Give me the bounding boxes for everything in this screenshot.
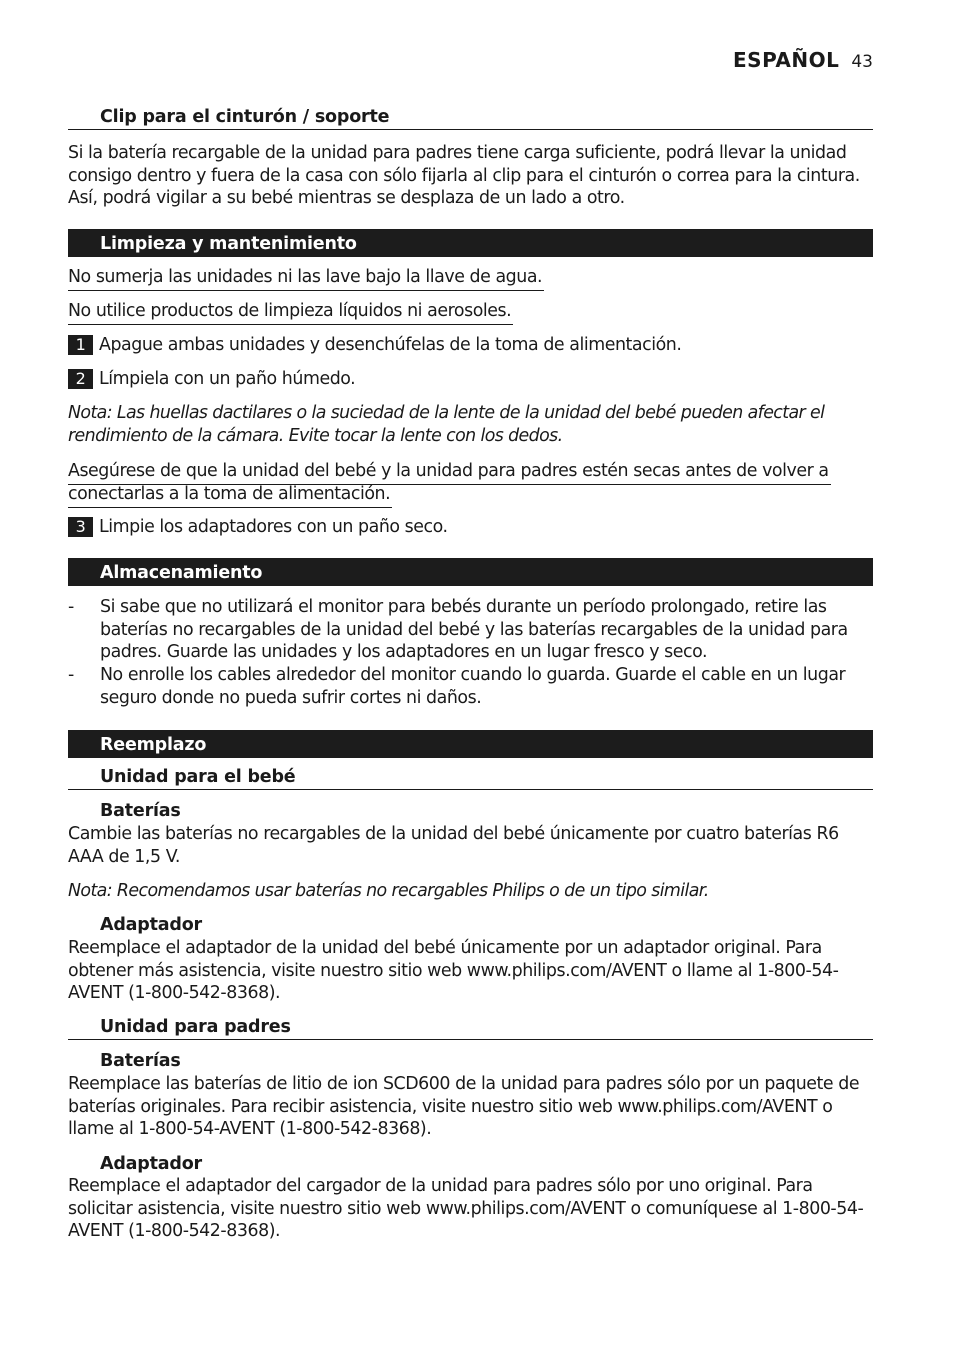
section-bar-storage: Almacenamiento (68, 558, 873, 586)
section-bar-replacement: Reemplazo (68, 730, 873, 758)
step-number: 3 (68, 517, 93, 537)
step-text: Limpie los adaptadores con un paño seco. (99, 517, 448, 537)
page-header (733, 48, 873, 72)
heading-parent-batteries: Baterías (100, 1051, 181, 1071)
bullet-dash: - (68, 665, 74, 685)
step-text: Límpiela con un paño húmedo. (99, 369, 356, 389)
note-lens: Nota: Las huellas dactilares o la suciedad de la lente de la unidad del bebé pueden afectar el rendimiento de la cámara. Evite tocar la lente con los dedos. (68, 403, 825, 446)
bullet-text: No enrolle los cables alrededor del monitor cuando lo guarda. Guarde el cable en un lugar seguro donde no pueda sufrir cortes ni daños. (100, 665, 846, 708)
section-bar-cleaning: Limpieza y mantenimiento (68, 229, 873, 257)
page-number: 43 (851, 52, 873, 72)
step-text: Apague ambas unidades y desenchúfelas de la toma de alimentación. (99, 335, 682, 355)
clip-paragraph: Si la batería recargable de la unidad para padres tiene carga suficiente, podrá llevar la unidad consigo dentro y fuera de la casa con sólo fijarla al clip para el cinturón o correa para la cintura. Así, podrá vigilar a su bebé mientras se desplaza de un lado a otro. (68, 143, 860, 208)
bullet-text: Si sabe que no utilizará el monitor para bebés durante un período prolongado, retire las baterías no recargables de la unidad del bebé y las baterías recargables de la unidad para padres. Guarde las unidades y los adaptadores en un lugar fresco y seco. (100, 597, 848, 662)
heading-baby-adapter: Adaptador (100, 915, 202, 935)
step-2 (68, 368, 355, 391)
warning-dry-units-line2: conectarlas a la toma de alimentación. (68, 483, 392, 506)
step-number: 1 (68, 335, 93, 355)
language-label: ESPAÑOL (733, 48, 840, 72)
parent-adapter-text: Reemplace el adaptador del cargador de la unidad para padres sólo por uno original. Para solicitar asistencia, visite nuestro sitio web www.philips.com/AVENT o comuníquese al 1-800-54-AVENT (1-800-542-8368). (68, 1176, 864, 1241)
step-3 (68, 516, 448, 539)
heading-parent-adapter: Adaptador (100, 1154, 202, 1174)
subsection-heading-parent-unit: Unidad para padres (68, 1016, 873, 1040)
note-batteries: Nota: Recomendamos usar baterías no recargables Philips o de un tipo similar. (68, 881, 709, 901)
warning-no-liquids: No utilice productos de limpieza líquidos ni aerosoles. (68, 300, 513, 323)
section-heading-clip: Clip para el cinturón / soporte (68, 106, 873, 130)
warning-dry-units: Asegúrese de que la unidad del bebé y la unidad para padres estén secas antes de volver a (68, 460, 831, 483)
parent-batteries-text: Reemplace las baterías de litio de ion SCD600 de la unidad para padres sólo por un paquete de baterías originales. Para recibir asistencia, visite nuestro sitio web www.philips.com/AVENT o llame al 1-800-54-AVENT (1-800-542-8368). (68, 1074, 860, 1139)
subsection-heading-baby-unit: Unidad para el bebé (68, 766, 873, 790)
list-item (68, 596, 873, 664)
baby-batteries-text: Cambie las baterías no recargables de la unidad del bebé únicamente por cuatro baterías R6 AAA de 1,5 V. (68, 824, 839, 867)
bullet-dash: - (68, 597, 74, 617)
step-1 (68, 334, 681, 357)
baby-adapter-text: Reemplace el adaptador de la unidad del bebé únicamente por un adaptador original. Para obtener más asistencia, visite nuestro sitio web www.philips.com/AVENT o llame al 1-800-54-AVENT (1-800-542-8368). (68, 938, 839, 1003)
warning-no-submerge: No sumerja las unidades ni las lave bajo la llave de agua. (68, 266, 544, 289)
step-number: 2 (68, 369, 93, 389)
list-item (68, 664, 873, 709)
heading-baby-batteries: Baterías (100, 801, 181, 821)
